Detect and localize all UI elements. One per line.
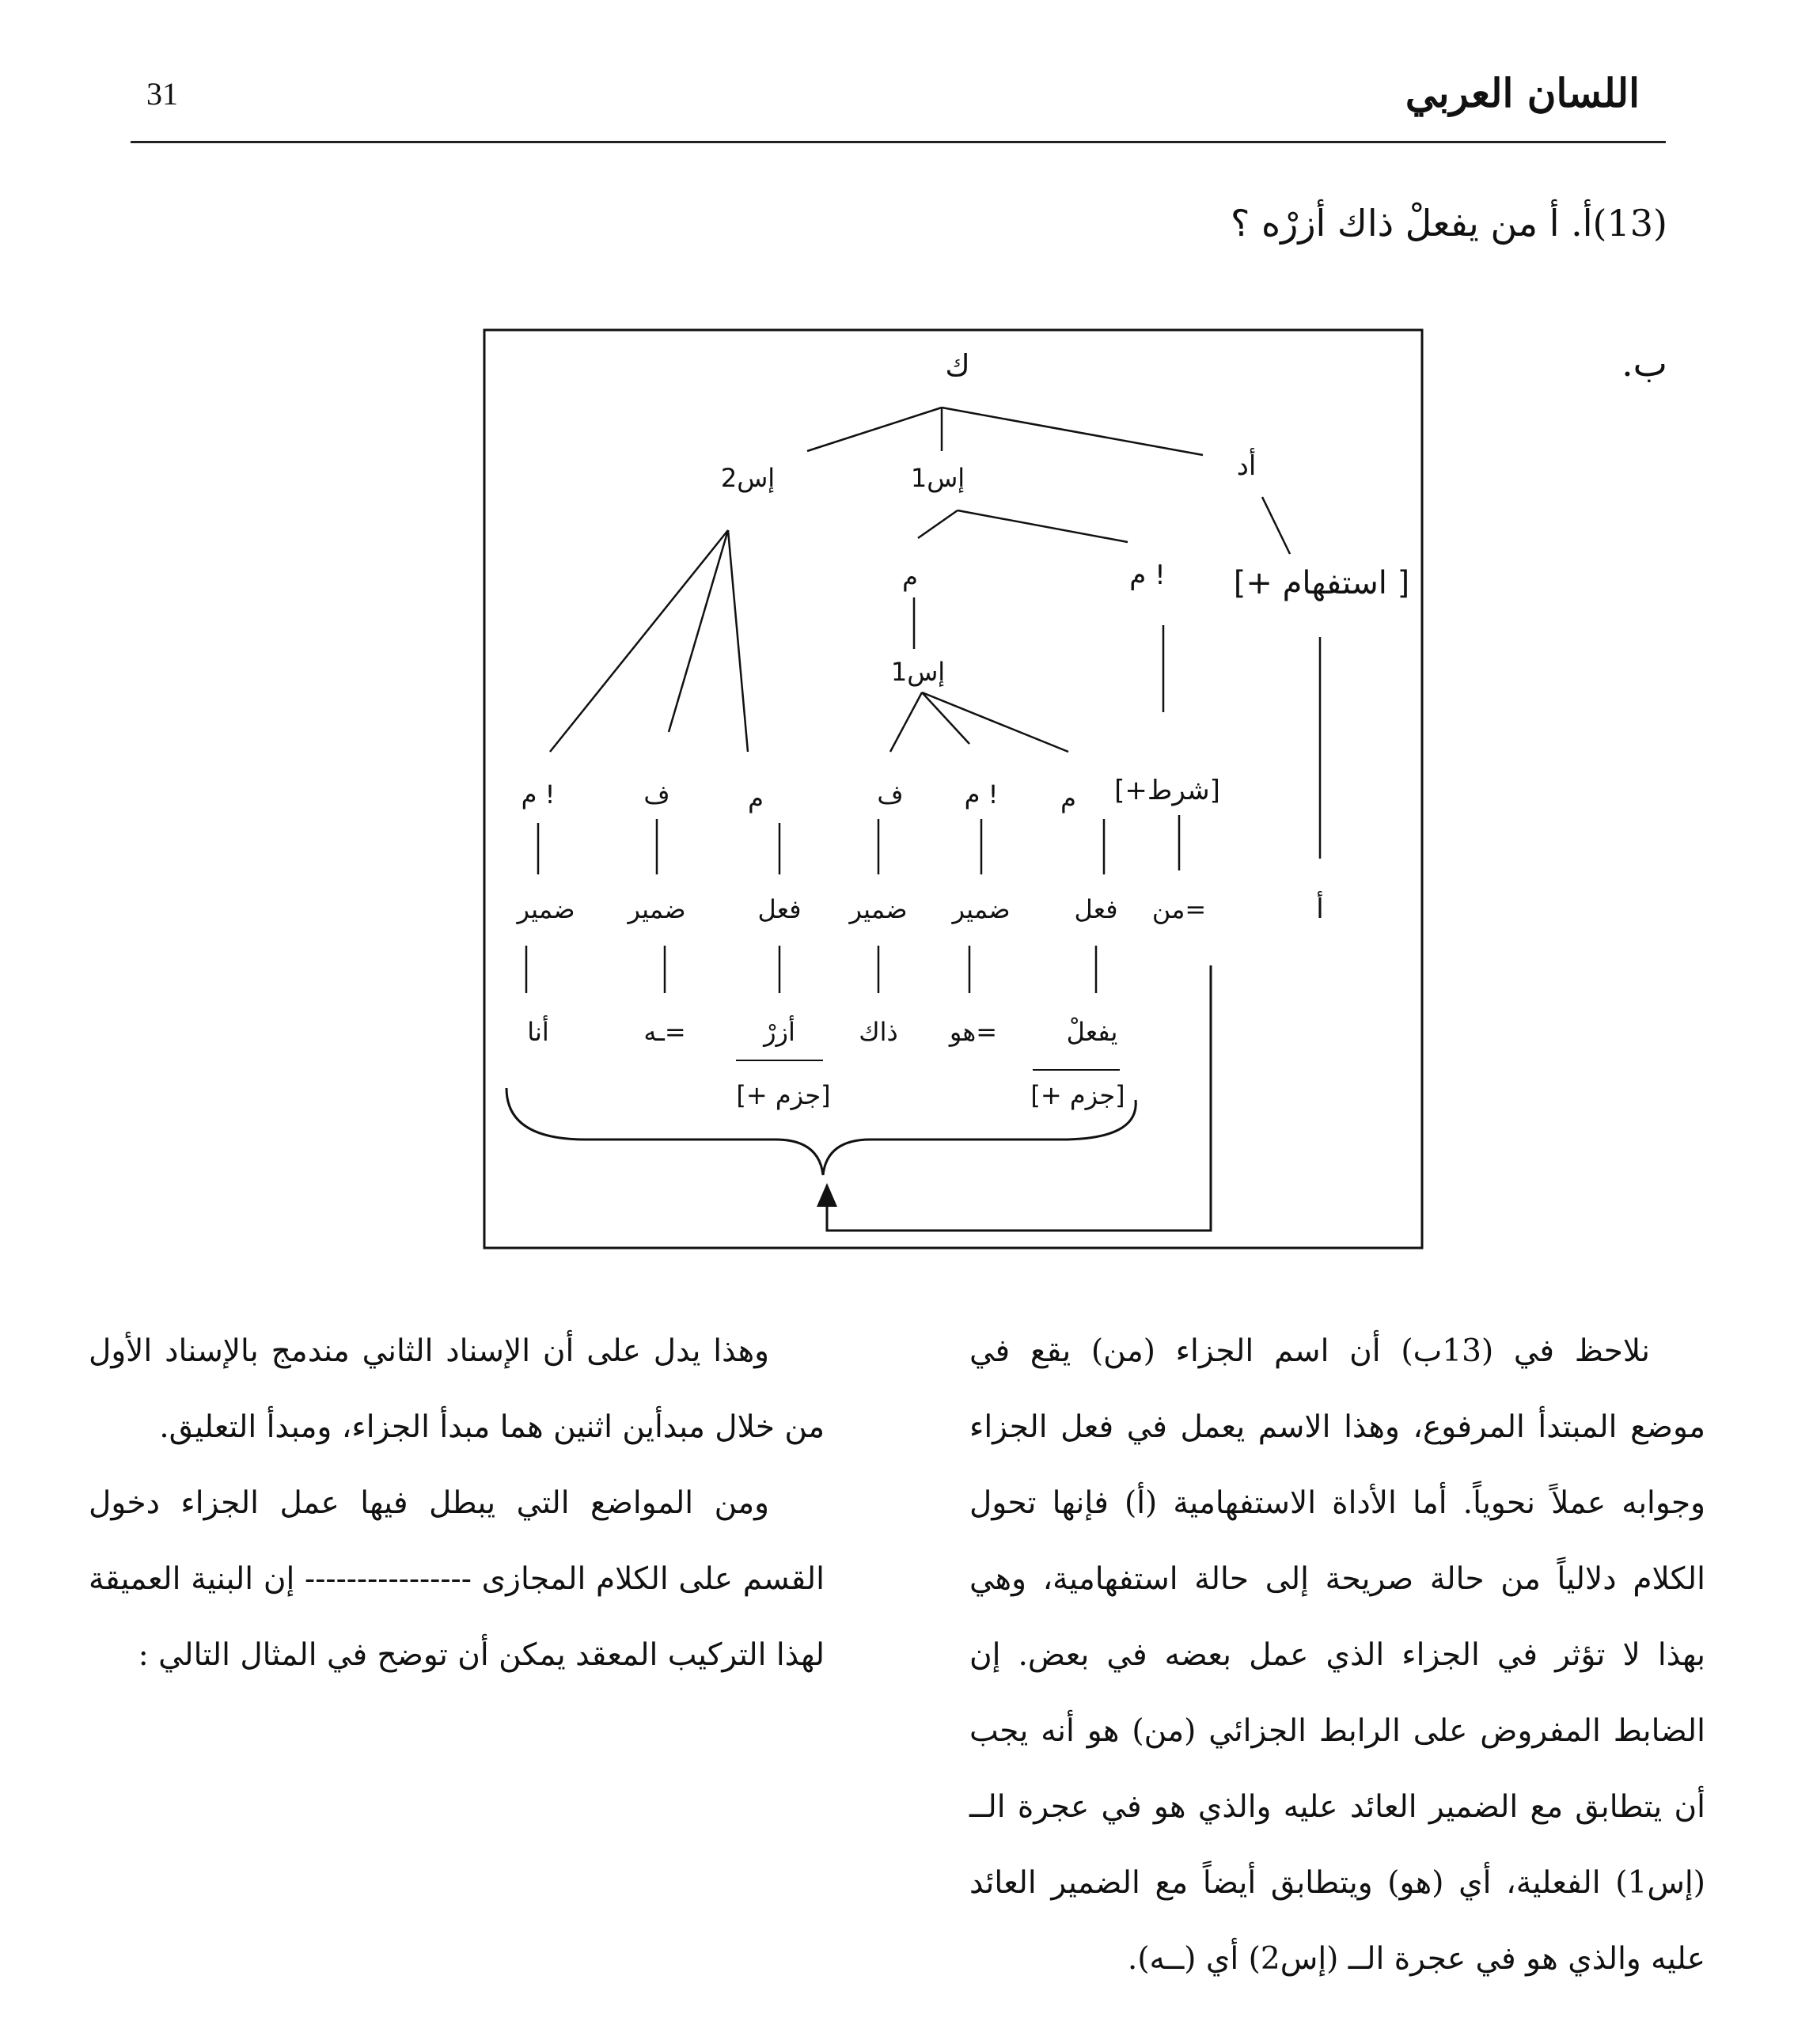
node-is1-inner: إس1 [890,657,946,687]
edge [922,692,969,744]
arrow-head [817,1183,837,1207]
node-is2: إس2 [720,463,776,493]
word-yafal: يفعلْ [1066,1017,1118,1047]
body-column-right [969,1314,1705,1997]
pos-man: من= [1151,894,1207,924]
edge [728,530,748,752]
edge [550,530,728,752]
edge [1262,497,1290,554]
page-number: 31 [146,76,178,112]
word-dhak: ذاك [859,1017,898,1047]
edge [669,530,728,732]
pos-damir4: ضمير [517,894,575,924]
pos-damir2: ضمير [849,894,908,924]
journal-title: اللسان العربي [1405,70,1640,116]
edge [958,510,1128,542]
node-ad: أد [1236,450,1257,482]
edge [807,408,942,451]
node-m-bang: م ! [1129,559,1166,591]
node-istifham: [+ استفهام ] [1233,565,1410,601]
body-column-left [89,1314,825,1693]
leaf-cat-mbang2: م ! [521,779,556,810]
pos-fil1: فعل [1074,894,1118,924]
pos-damir3: ضمير [628,894,686,924]
pos-a: أ [1316,893,1324,925]
edge [942,408,1203,455]
edge [922,692,1068,752]
pos-damir1: ضمير [952,894,1011,924]
feat-jazm-left: [+ جزم] [736,1080,831,1110]
node-m: م [902,562,918,592]
leaf-cat-f1: ف [877,779,904,810]
leaf-cat-f2: ف [643,779,670,810]
leaf-cat-m2: م [748,783,764,813]
feat-jazm-right: [+ جزم] [1030,1080,1125,1110]
example-13b-label: ب. [1621,342,1667,385]
leaf-cat-m1: م [1060,783,1076,813]
word-ana: أنا [527,1017,549,1047]
pos-fil2: فعل [757,894,802,924]
arrow-line [827,965,1211,1231]
node-is1: إس1 [910,463,965,493]
edge [918,510,958,538]
paragraph: ومن المواضع التي يبطل فيها عمل الجزاء دخول القسم على الكلام المجازى ---------------- إن البنية العميقة لهذا التركيب المعقد يمكن أن توضح في المثال التالي : [89,1485,825,1673]
leaf-cat-mbang: م ! [964,779,999,810]
tree-root: ك [945,348,970,383]
example-13a: (13)أ. أ من يفعلْ ذاك أزرْه ؟ [1230,202,1667,245]
edge [890,692,922,752]
paragraph: نلاحظ في (13ب) أن اسم الجزاء (من) يقع في موضع المبتدأ المرفوع، وهذا الاسم يعمل في فعل الجزاء وجوابه عملاً نحوياً. أما الأداة الاستفهامية (أ) فإنها تحول الكلام دلالياً من حالة صريحة إلى حالة استفهامية، وهي بهذا لا تؤثر في الجزاء الذي عمل بعضه في بعض. إن الضابط المفروض على الرابط الجزائي (من) هو أنه يجب أن يتطابق مع الضمير العائد عليه والذي هو في عجرة الــ (إس1) الفعلية، أي (هو) ويتطابق أيضاً مع الضمير العائد عليه والذي هو في عجرة الــ (إس2) أي (ــه). [969,1333,1705,1977]
node-shart: [+شرط] [1114,775,1220,806]
word-azurh: أزرْ [764,1017,795,1047]
word-hi: ـه= [643,1017,686,1047]
word-huwa: هو= [949,1017,998,1047]
paragraph: وهذا يدل على أن الإسناد الثاني مندمج بالإسناد الأول من خلال مبدأين اثنين هما مبدأ الجزاء، ومبدأ التعليق. [89,1333,825,1445]
